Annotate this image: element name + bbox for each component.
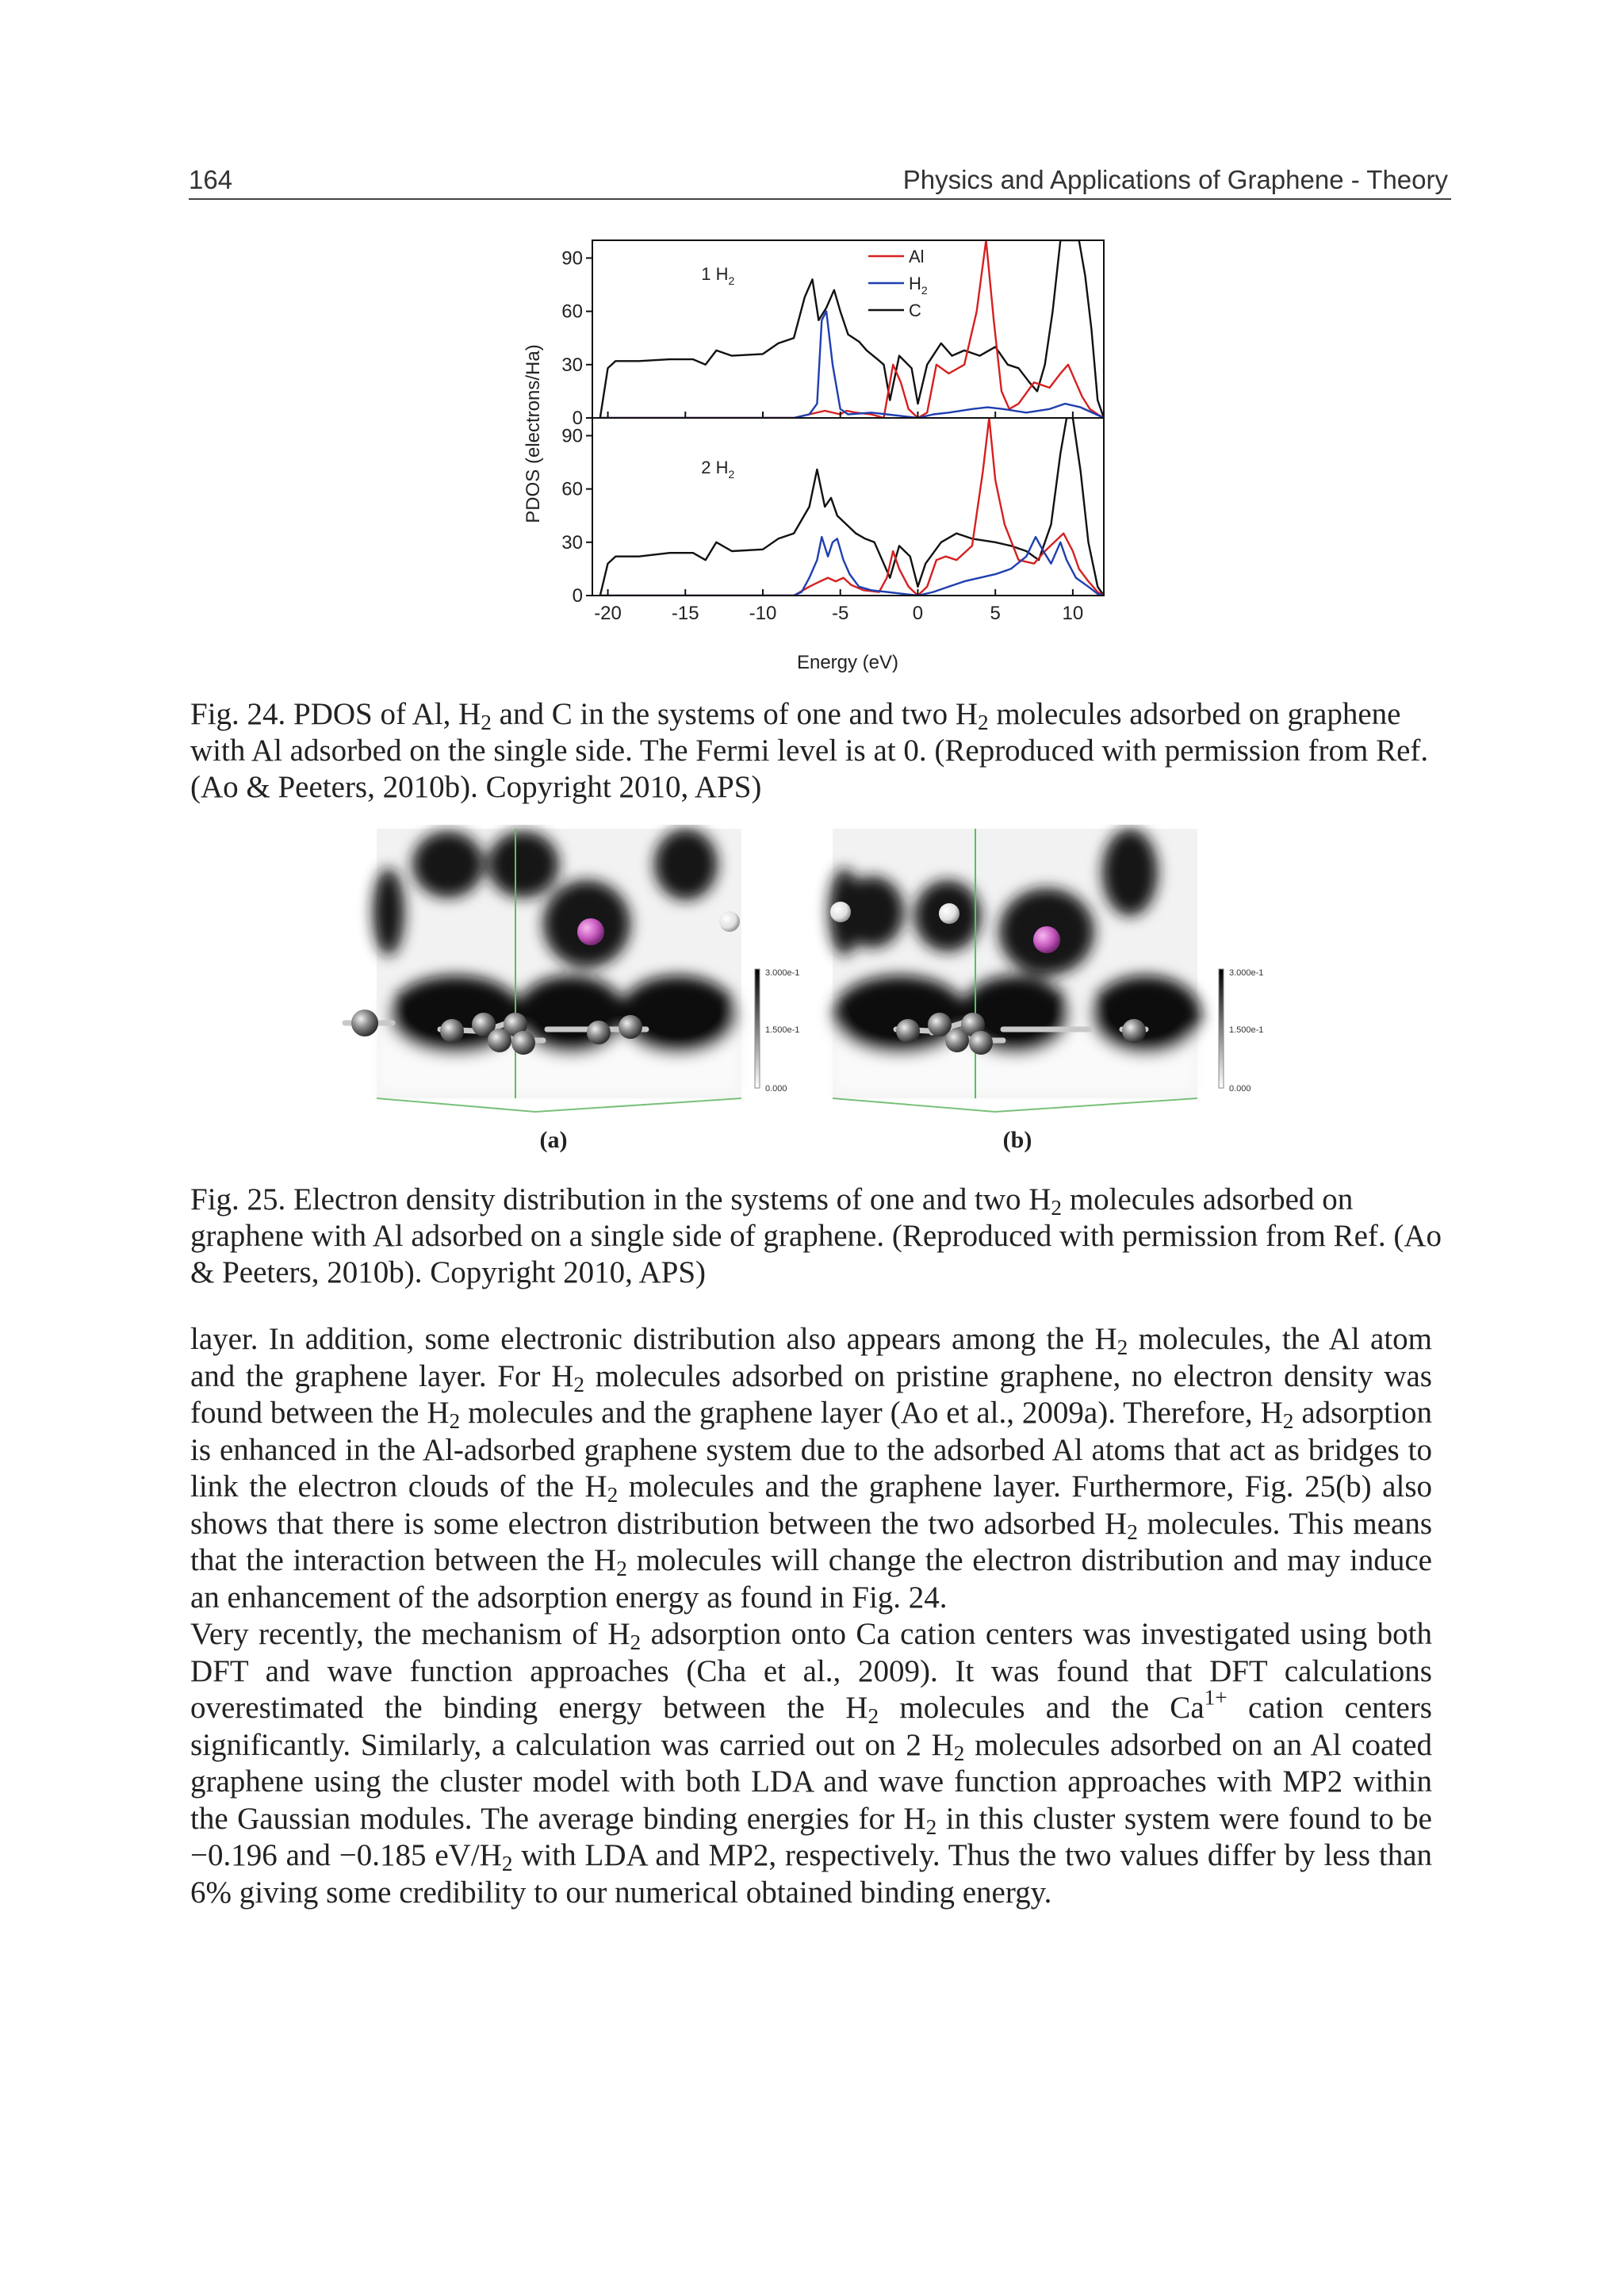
panel-a-label: (a) xyxy=(539,1127,568,1153)
y-tick-label: 0 xyxy=(572,585,583,607)
subscript: 2 xyxy=(616,1556,627,1580)
caption-text: Fig. 25. Electron density distribution in the systems of one and two H xyxy=(190,1182,1051,1216)
body-paragraph-1 xyxy=(190,1321,1432,1616)
subscript: 2 xyxy=(977,710,989,734)
text-run: in this cluster system were found to be −0.196 and −0.185 eV/H xyxy=(190,1801,1432,1872)
electron-density-figure xyxy=(329,825,1281,1166)
colorbar-tick-label: 1.500e-1 xyxy=(765,1025,800,1035)
figure-25-caption xyxy=(190,1182,1443,1291)
text-run: molecules and the Ca xyxy=(879,1691,1205,1725)
pdos-chart xyxy=(515,234,1110,678)
density-panel-b xyxy=(829,829,1263,1153)
y-tick-label: 30 xyxy=(561,531,583,554)
subscript: 2 xyxy=(607,1482,619,1507)
y-tick-label: 90 xyxy=(561,247,583,270)
subscript: 2 xyxy=(868,1703,879,1728)
colorbar-tick-label: 1.500e-1 xyxy=(1229,1025,1264,1035)
colorbar-tick-label: 0.000 xyxy=(765,1084,787,1094)
y-tick-label: 60 xyxy=(561,478,583,500)
text-run: cation centers significantly. Similarly, a calculation was carried out on 2 H xyxy=(190,1691,1432,1762)
body-text xyxy=(190,1321,1432,1911)
y-tick-label: 0 xyxy=(572,408,583,429)
series-c-line xyxy=(600,418,1104,596)
series-al-line xyxy=(600,240,1104,418)
y-tick-label: 60 xyxy=(561,301,583,323)
text-run: molecules will change the electron distribution and may induce an enhancement of the adsorption energy as found in Fig. 24. xyxy=(190,1543,1432,1615)
subscript: 2 xyxy=(573,1372,585,1396)
y-tick-label: 90 xyxy=(561,425,583,447)
colorbar-tick-label: 0.000 xyxy=(1229,1084,1251,1094)
panel-label-sub: 2 xyxy=(728,274,735,287)
panel-label: 1 $H_2$ xyxy=(701,264,735,287)
x-axis-label: Energy (eV) xyxy=(796,652,899,673)
page-number: 164 xyxy=(189,165,233,194)
body-paragraph-2 xyxy=(190,1616,1432,1911)
text-run: molecules and the graphene layer. Furthermore, Fig. 25(b) also shows that there is some electron distribution between the two adsorbed H xyxy=(190,1469,1432,1541)
caption-text: molecules adsorbed on graphene with Al adsorbed on a single side of graphene. (Reproduced with permission from Ref. (Ao & Peeters, 2010b). Copyright 2010, APS) xyxy=(190,1182,1442,1289)
legend-label: C xyxy=(909,301,921,320)
series-al-line xyxy=(600,418,1104,596)
subscript: 2 xyxy=(481,710,492,734)
text-run: molecules. This means that the interaction between the H xyxy=(190,1506,1433,1577)
panel-label-sub: 2 xyxy=(728,468,735,481)
text-run: Very recently, the mechanism of H xyxy=(190,1617,630,1651)
x-tick-label: 5 xyxy=(990,603,1001,624)
panel-b-label: (b) xyxy=(1002,1127,1032,1153)
caption-text: Fig. 24. PDOS of Al, H xyxy=(190,697,481,731)
text-run: with LDA and MP2, respectively. Thus the two values differ by less than 6% giving some credibility to our numerical obtained binding energy. xyxy=(190,1838,1433,1910)
text-run: adsorption onto Ca cation centers was investigated using both DFT and wave function approaches (Cha et al., 2009). It was found that DFT calculations overestimated the binding energy between the H xyxy=(190,1617,1432,1725)
series-h2-line xyxy=(600,312,1104,418)
series-h2-line xyxy=(600,537,1104,596)
x-tick-label: -15 xyxy=(671,603,699,624)
subscript: 2 xyxy=(925,1814,937,1839)
x-tick-label: 0 xyxy=(912,603,924,624)
y-axis-label: PDOS (electrons/Ha) xyxy=(523,344,544,523)
subscript: 2 xyxy=(1127,1519,1138,1544)
density-panel-a xyxy=(345,829,799,1153)
legend-label: Al xyxy=(909,247,925,266)
running-header xyxy=(189,163,1451,200)
x-tick-label: -20 xyxy=(594,603,622,624)
legend-label-sub: 2 xyxy=(921,284,928,297)
subscript: 2 xyxy=(501,1851,513,1875)
subscript: 2 xyxy=(1116,1335,1128,1359)
subscript: 2 xyxy=(1051,1195,1063,1220)
x-tick-label: -5 xyxy=(832,603,849,624)
x-tick-label: 10 xyxy=(1062,603,1084,624)
text-run: layer. In addition, some electronic distribution also appears among the H xyxy=(190,1322,1117,1356)
running-title: Physics and Applications of Graphene - Theory xyxy=(902,165,1448,194)
text-run: molecules and the graphene layer (Ao et al., 2009a). Therefore, H xyxy=(460,1396,1283,1430)
caption-text: molecules adsorbed on graphene with Al adsorbed on the single side. The Fermi level is at 0. (Reproduced with permission from Ref. (Ao & Peeters, 2010b). Copyright 2010, APS) xyxy=(190,697,1429,804)
panel-label: 2 $H_2$ xyxy=(701,458,735,481)
colorbar-tick-label: 3.000e-1 xyxy=(765,968,800,978)
colorbar-tick-label: 3.000e-1 xyxy=(1229,968,1264,978)
y-tick-label: 30 xyxy=(561,354,583,376)
subscript: 2 xyxy=(449,1408,461,1433)
text-run: molecules adsorbed on an Al coated graphene using the cluster model with both LDA and wave function approaches with MP2 within the Gaussian modules. The average binding energies for H xyxy=(190,1727,1432,1836)
caption-text: and C in the systems of one and two H xyxy=(491,697,978,731)
text-run: adsorption is enhanced in the Al-adsorbed graphene system due to the adsorbed Al atoms that act as bridges to link the electron clouds of the H xyxy=(190,1396,1432,1504)
text-run: molecules adsorbed on pristine graphene, no electron density was found between the H xyxy=(190,1358,1432,1430)
superscript: 1+ xyxy=(1204,1685,1228,1710)
legend-label: $H_2$ xyxy=(909,274,928,297)
x-tick-label: -10 xyxy=(749,603,777,624)
subscript: 2 xyxy=(1282,1408,1294,1433)
figure-24-caption xyxy=(190,696,1443,806)
text-run: molecules, the Al atom and the graphene layer. For H xyxy=(190,1322,1432,1393)
subscript: 2 xyxy=(630,1630,642,1654)
subscript: 2 xyxy=(953,1741,965,1765)
